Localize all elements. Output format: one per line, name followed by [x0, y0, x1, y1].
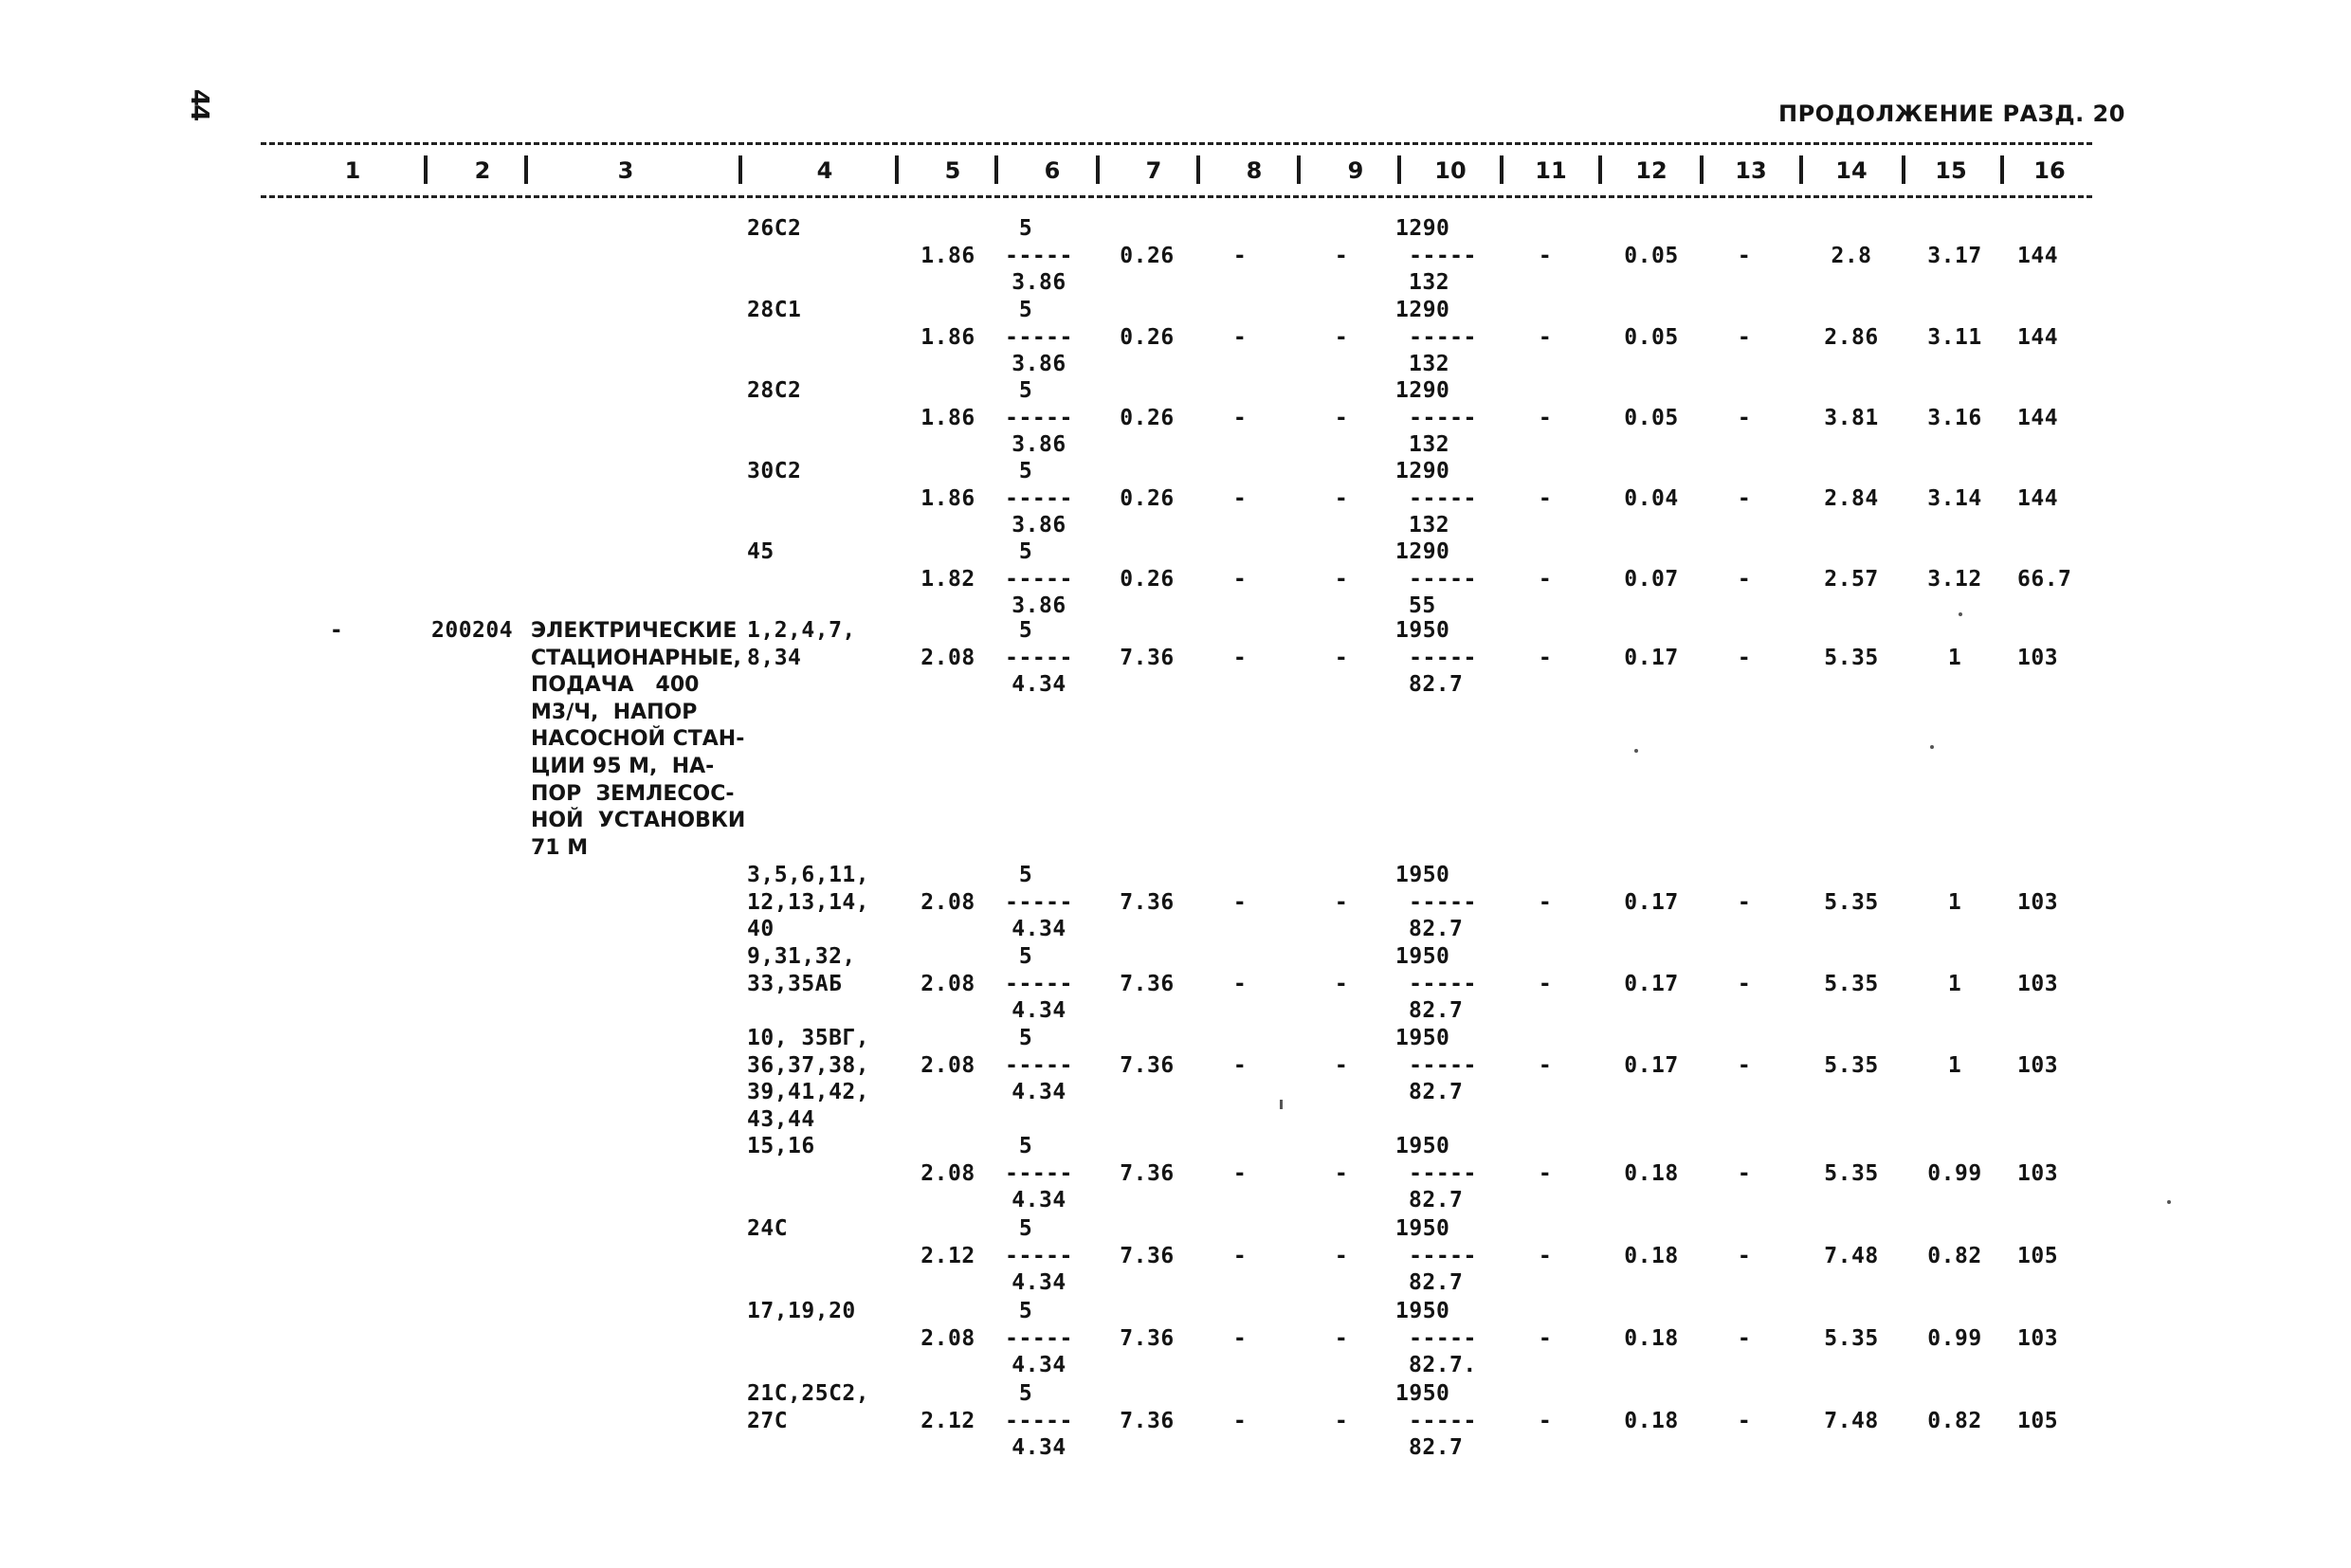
cell-col11: - [1538, 889, 1553, 915]
cell-col9: - [1334, 645, 1349, 670]
cell-col12: 0.18 [1624, 1160, 1679, 1186]
cell-col10-denominator: 55 [1409, 593, 1436, 619]
cell-col11: - [1538, 324, 1553, 350]
cell-col16: 103 [2017, 1160, 2059, 1186]
cell-col4-line: 12,13,14, [747, 889, 870, 915]
cell-col16: 103 [2017, 645, 2059, 670]
cell-col10-numerator: 1950 [1395, 863, 1450, 887]
cell-col15: 0.99 [1927, 1325, 1982, 1351]
cell-col12: 0.04 [1624, 485, 1679, 511]
speck [2167, 1200, 2171, 1204]
fraction-bar: ----- [1005, 1160, 1073, 1186]
cell-col4-line: 28С1 [747, 298, 802, 322]
cell-col4-line: 21С,25С2, [747, 1381, 870, 1406]
cell-col4-line: 3,5,6,11, [747, 863, 870, 887]
cell-col16: 144 [2017, 324, 2059, 350]
fraction-bar: ----- [1005, 485, 1073, 511]
cell-col5: 2.08 [920, 971, 975, 996]
column-header-8: 8 [1246, 157, 1263, 184]
cell-col4-line: 33,35АБ [747, 971, 843, 996]
column-separator [424, 155, 428, 184]
description-line: НАСОСНОЙ СТАН- [531, 727, 745, 752]
cell-col15: 0.82 [1927, 1408, 1982, 1433]
cell-col4-line: 15,16 [747, 1134, 815, 1158]
cell-col9: - [1334, 324, 1349, 350]
fraction-bar: ----- [1409, 889, 1477, 915]
cell-col10-denominator: 82.7 [1409, 1435, 1464, 1461]
cell-col14: 5.35 [1824, 889, 1879, 915]
description-line: М3/Ч, НАПОР [531, 700, 698, 724]
fraction-bar: ----- [1409, 243, 1477, 268]
cell-col14: 5.35 [1824, 1160, 1879, 1186]
column-header-7: 7 [1145, 157, 1162, 184]
cell-col5: 1.86 [920, 405, 975, 430]
cell-col7: 0.26 [1120, 405, 1175, 430]
cell-col11: - [1538, 971, 1553, 996]
column-separator [1500, 155, 1504, 184]
cell-col4-line: 27С [747, 1408, 789, 1433]
cell-col9: - [1334, 485, 1349, 511]
description-line: ПОР ЗЕМЛЕСОС- [531, 781, 735, 806]
cell-col11: - [1538, 485, 1553, 511]
cell-col7: 0.26 [1120, 243, 1175, 268]
cell-col7: 7.36 [1120, 1408, 1175, 1433]
cell-col16: 144 [2017, 485, 2059, 511]
cell-col13: - [1737, 485, 1752, 511]
cell-col13: - [1737, 971, 1752, 996]
cell-col12: 0.05 [1624, 243, 1679, 268]
fraction-bar: ----- [1409, 645, 1477, 670]
cell-col10-numerator: 1950 [1395, 1299, 1450, 1323]
page-number: 44 [185, 89, 213, 120]
speck [1930, 745, 1934, 749]
cell-col7: 7.36 [1120, 1243, 1175, 1268]
fraction-bar: ----- [1005, 405, 1073, 430]
cell-col4-line: 26С2 [747, 216, 802, 241]
cell-col8: - [1232, 971, 1248, 996]
cell-col10-denominator: 82.7 [1409, 1188, 1464, 1213]
cell-col16: 103 [2017, 1325, 2059, 1351]
cell-col6-denominator: 4.34 [1011, 1080, 1066, 1105]
cell-col5: 2.08 [920, 1160, 975, 1186]
cell-col9: - [1334, 1243, 1349, 1268]
cell-col4-line: 40 [747, 917, 775, 942]
column-header-16: 16 [2033, 157, 2066, 184]
column-separator [1700, 155, 1704, 184]
cell-col4-line: 1,2,4,7, [747, 618, 856, 643]
cell-col5: 2.08 [920, 645, 975, 670]
cell-col14: 5.35 [1824, 1052, 1879, 1078]
cell-col16: 105 [2017, 1408, 2059, 1433]
cell-col10-denominator: 82.7 [1409, 998, 1464, 1024]
cell-col11: - [1538, 1325, 1553, 1351]
fraction-bar: ----- [1005, 566, 1073, 592]
cell-col10-denominator: 132 [1409, 270, 1450, 296]
group-description [531, 618, 746, 862]
column-header-9: 9 [1347, 157, 1364, 184]
column-header-15: 15 [1935, 157, 1967, 184]
cell-col10-numerator: 1290 [1395, 459, 1450, 483]
fraction-bar: ----- [1409, 324, 1477, 350]
column-separator [738, 155, 742, 184]
cell-col14: 2.57 [1824, 566, 1879, 592]
fraction-bar: ----- [1409, 1052, 1477, 1078]
cell-col5: 1.86 [920, 485, 975, 511]
cell-col10-denominator: 132 [1409, 432, 1450, 458]
cell-col8: - [1232, 889, 1248, 915]
column-header-13: 13 [1735, 157, 1767, 184]
cell-col11: - [1538, 1243, 1553, 1268]
cell-col12: 0.07 [1624, 566, 1679, 592]
cell-col16: 144 [2017, 405, 2059, 430]
cell-col4-line: 8,34 [747, 645, 802, 670]
column-separator [895, 155, 899, 184]
cell-col15: 1 [1947, 645, 1962, 670]
cell-col6-numerator: 5 [1018, 1381, 1033, 1406]
column-header-3: 3 [617, 157, 634, 184]
cell-col4-line: 9,31,32, [747, 944, 856, 969]
fraction-bar: ----- [1005, 645, 1073, 670]
column-header-2: 2 [474, 157, 491, 184]
column-separator [994, 155, 998, 184]
column-header-1: 1 [344, 157, 361, 184]
fraction-bar: ----- [1005, 324, 1073, 350]
fraction-bar: ----- [1409, 971, 1477, 996]
cell-col4-line: 30С2 [747, 459, 802, 483]
cell-col7: 7.36 [1120, 889, 1175, 915]
cell-col7: 7.36 [1120, 1052, 1175, 1078]
cell-col4-line: 10, 35ВГ, [747, 1026, 870, 1050]
cell-col5: 2.08 [920, 1325, 975, 1351]
cell-col10-numerator: 1950 [1395, 1026, 1450, 1050]
cell-col6-numerator: 5 [1018, 216, 1033, 241]
cell-col6-denominator: 3.86 [1011, 352, 1066, 377]
cell-col7: 7.36 [1120, 1160, 1175, 1186]
cell-col6-denominator: 4.34 [1011, 1188, 1066, 1213]
cell-col6-numerator: 5 [1018, 1026, 1033, 1050]
cell-col4-line: 36,37,38, [747, 1052, 870, 1078]
cell-col14: 3.81 [1824, 405, 1879, 430]
column-separator [1297, 155, 1301, 184]
cell-col12: 0.05 [1624, 324, 1679, 350]
description-line: НОЙ УСТАНОВКИ [531, 809, 746, 833]
header-bottom-rule [261, 195, 2092, 198]
cell-col7: 7.36 [1120, 971, 1175, 996]
cell-col10-numerator: 1950 [1395, 944, 1450, 969]
cell-col14: 5.35 [1824, 971, 1879, 996]
cell-col14: 5.35 [1824, 645, 1879, 670]
column-header-14: 14 [1835, 157, 1868, 184]
fraction-bar: ----- [1409, 1408, 1477, 1433]
cell-col10-denominator: 132 [1409, 352, 1450, 377]
cell-col5: 1.82 [920, 566, 975, 592]
cell-col6-denominator: 4.34 [1011, 1353, 1066, 1378]
cell-col14: 2.8 [1831, 243, 1872, 268]
cell-col6-denominator: 3.86 [1011, 270, 1066, 296]
fraction-bar: ----- [1005, 889, 1073, 915]
cell-col12: 0.17 [1624, 889, 1679, 915]
cell-col6-denominator: 4.34 [1011, 917, 1066, 942]
cell-col5: 2.12 [920, 1243, 975, 1268]
cell-col6-numerator: 5 [1018, 944, 1033, 969]
description-line: ЭЛЕКТРИЧЕСКИЕ [531, 619, 738, 643]
cell-col6-denominator: 4.34 [1011, 998, 1066, 1024]
cell-col5: 2.08 [920, 889, 975, 915]
fraction-bar: ----- [1409, 1243, 1477, 1268]
fraction-bar: ----- [1409, 1160, 1477, 1186]
cell-col6-denominator: 4.34 [1011, 1270, 1066, 1296]
cell-col8: - [1232, 566, 1248, 592]
fraction-bar: ----- [1005, 1408, 1073, 1433]
description-line: 71 М [531, 835, 589, 860]
cell-col15: 0.82 [1927, 1243, 1982, 1268]
cell-col10-numerator: 1950 [1395, 1216, 1450, 1241]
cell-col10-denominator: 82.7. [1409, 1353, 1477, 1378]
cell-col10-numerator: 1950 [1395, 1381, 1450, 1406]
fraction-bar: ----- [1409, 566, 1477, 592]
cell-col4-line: 39,41,42, [747, 1080, 870, 1105]
description-line: СТАЦИОНАРНЫЕ, [531, 646, 741, 670]
cell-col7: 0.26 [1120, 485, 1175, 511]
cell-col6-numerator: 5 [1018, 863, 1033, 887]
cell-col15: 1 [1947, 889, 1962, 915]
cell-col10-denominator: 82.7 [1409, 1080, 1464, 1105]
cell-col13: - [1737, 1325, 1752, 1351]
cell-col13: - [1737, 889, 1752, 915]
fraction-bar: ----- [1005, 243, 1073, 268]
cell-col6-denominator: 4.34 [1011, 1435, 1066, 1461]
cell-col13: - [1737, 1052, 1752, 1078]
column-header-11: 11 [1535, 157, 1567, 184]
cell-col6-numerator: 5 [1018, 1216, 1033, 1241]
cell-col7: 0.26 [1120, 566, 1175, 592]
fraction-bar: ----- [1409, 485, 1477, 511]
fraction-bar: ----- [1005, 1243, 1073, 1268]
cell-col10-numerator: 1290 [1395, 539, 1450, 564]
fraction-bar: ----- [1005, 1052, 1073, 1078]
cell-col8: - [1232, 1160, 1248, 1186]
cell-col13: - [1737, 645, 1752, 670]
cell-col4-line: 17,19,20 [747, 1299, 856, 1323]
cell-col7: 0.26 [1120, 324, 1175, 350]
cell-col9: - [1334, 1160, 1349, 1186]
cell-col14: 7.48 [1824, 1243, 1879, 1268]
cell-col11: - [1538, 1408, 1553, 1433]
cell-col9: - [1334, 1052, 1349, 1078]
continuation-heading: ПРОДОЛЖЕНИЕ РАЗД. 20 [1778, 100, 2125, 127]
cell-col14: 2.86 [1824, 324, 1879, 350]
cell-col9: - [1334, 971, 1349, 996]
column-header-5: 5 [944, 157, 961, 184]
column-separator [2000, 155, 2004, 184]
cell-col13: - [1737, 324, 1752, 350]
cell-col11: - [1538, 645, 1553, 670]
cell-col13: - [1737, 1243, 1752, 1268]
column-separator [1196, 155, 1200, 184]
cell-col12: 0.18 [1624, 1325, 1679, 1351]
cell-col11: - [1538, 1160, 1553, 1186]
cell-col15: 3.16 [1927, 405, 1982, 430]
column-header-10: 10 [1434, 157, 1467, 184]
cell-col16: 105 [2017, 1243, 2059, 1268]
cell-col13: - [1737, 405, 1752, 430]
cell-col15: 3.14 [1927, 485, 1982, 511]
cell-col7: 7.36 [1120, 1325, 1175, 1351]
cell-col5: 1.86 [920, 324, 975, 350]
speck [1634, 749, 1638, 753]
cell-col15: 3.11 [1927, 324, 1982, 350]
cell-col12: 0.18 [1624, 1408, 1679, 1433]
cell-col4-line: 28С2 [747, 378, 802, 403]
cell-col6-numerator: 5 [1018, 618, 1033, 643]
cell-col10-denominator: 82.7 [1409, 917, 1464, 942]
cell-col11: - [1538, 566, 1553, 592]
cell-col14: 7.48 [1824, 1408, 1879, 1433]
cell-col13: - [1737, 1160, 1752, 1186]
cell-col4-line: 43,44 [747, 1106, 815, 1132]
cell-col10-denominator: 82.7 [1409, 1270, 1464, 1296]
fraction-bar: ----- [1005, 1325, 1073, 1351]
cell-col6-numerator: 5 [1018, 1134, 1033, 1158]
speck [1280, 1100, 1283, 1109]
speck [1959, 612, 1962, 616]
cell-col16: 103 [2017, 889, 2059, 915]
cell-col8: - [1232, 485, 1248, 511]
column-separator [1598, 155, 1602, 184]
cell-col13: - [1737, 1408, 1752, 1433]
cell-col11: - [1538, 1052, 1553, 1078]
column-separator [1902, 155, 1905, 184]
group-col1-dash: - [329, 618, 344, 643]
cell-col8: - [1232, 645, 1248, 670]
cell-col14: 5.35 [1824, 1325, 1879, 1351]
cell-col15: 1 [1947, 971, 1962, 996]
fraction-bar: ----- [1005, 971, 1073, 996]
cell-col8: - [1232, 1325, 1248, 1351]
cell-col6-numerator: 5 [1018, 1299, 1033, 1323]
cell-col6-numerator: 5 [1018, 378, 1033, 403]
cell-col13: - [1737, 566, 1752, 592]
header-top-rule [261, 142, 2092, 145]
cell-col15: 3.12 [1927, 566, 1982, 592]
cell-col4-line: 24С [747, 1216, 789, 1241]
cell-col8: - [1232, 243, 1248, 268]
cell-col11: - [1538, 243, 1553, 268]
column-header-4: 4 [816, 157, 833, 184]
column-separator [524, 155, 528, 184]
cell-col12: 0.05 [1624, 405, 1679, 430]
cell-col10-denominator: 82.7 [1409, 672, 1464, 698]
cell-col5: 2.12 [920, 1408, 975, 1433]
cell-col12: 0.17 [1624, 1052, 1679, 1078]
column-separator [1096, 155, 1100, 184]
cell-col6-denominator: 3.86 [1011, 593, 1066, 619]
cell-col6-denominator: 4.34 [1011, 672, 1066, 698]
cell-col6-numerator: 5 [1018, 298, 1033, 322]
cell-col8: - [1232, 1052, 1248, 1078]
cell-col5: 1.86 [920, 243, 975, 268]
cell-col6-numerator: 5 [1018, 539, 1033, 564]
cell-col9: - [1334, 1408, 1349, 1433]
cell-col10-numerator: 1950 [1395, 1134, 1450, 1158]
cell-col8: - [1232, 1408, 1248, 1433]
cell-col14: 2.84 [1824, 485, 1879, 511]
cell-col8: - [1232, 324, 1248, 350]
cell-col7: 7.36 [1120, 645, 1175, 670]
cell-col8: - [1232, 1243, 1248, 1268]
cell-col16: 66.7 [2017, 566, 2072, 592]
fraction-bar: ----- [1409, 405, 1477, 430]
cell-col12: 0.17 [1624, 645, 1679, 670]
group-code: 200204 [431, 618, 514, 643]
cell-col4-line: 45 [747, 539, 775, 564]
cell-col6-denominator: 3.86 [1011, 513, 1066, 538]
cell-col9: - [1334, 405, 1349, 430]
cell-col10-numerator: 1950 [1395, 618, 1450, 643]
cell-col6-numerator: 5 [1018, 459, 1033, 483]
cell-col15: 0.99 [1927, 1160, 1982, 1186]
cell-col8: - [1232, 405, 1248, 430]
cell-col16: 103 [2017, 1052, 2059, 1078]
cell-col16: 103 [2017, 971, 2059, 996]
cell-col9: - [1334, 1325, 1349, 1351]
column-separator [1397, 155, 1401, 184]
cell-col9: - [1334, 889, 1349, 915]
cell-col9: - [1334, 566, 1349, 592]
cell-col10-denominator: 132 [1409, 513, 1450, 538]
column-header-6: 6 [1044, 157, 1061, 184]
fraction-bar: ----- [1409, 1325, 1477, 1351]
cell-col13: - [1737, 243, 1752, 268]
cell-col6-denominator: 3.86 [1011, 432, 1066, 458]
cell-col11: - [1538, 405, 1553, 430]
description-line: ПОДАЧА 400 [531, 673, 700, 698]
cell-col9: - [1334, 243, 1349, 268]
cell-col5: 2.08 [920, 1052, 975, 1078]
cell-col12: 0.18 [1624, 1243, 1679, 1268]
cell-col10-numerator: 1290 [1395, 378, 1450, 403]
cell-col12: 0.17 [1624, 971, 1679, 996]
cell-col15: 1 [1947, 1052, 1962, 1078]
cell-col10-numerator: 1290 [1395, 216, 1450, 241]
description-line: ЦИИ 95 М, НА- [531, 754, 715, 778]
cell-col15: 3.17 [1927, 243, 1982, 268]
cell-col16: 144 [2017, 243, 2059, 268]
column-separator [1799, 155, 1803, 184]
column-header-12: 12 [1635, 157, 1668, 184]
cell-col10-numerator: 1290 [1395, 298, 1450, 322]
